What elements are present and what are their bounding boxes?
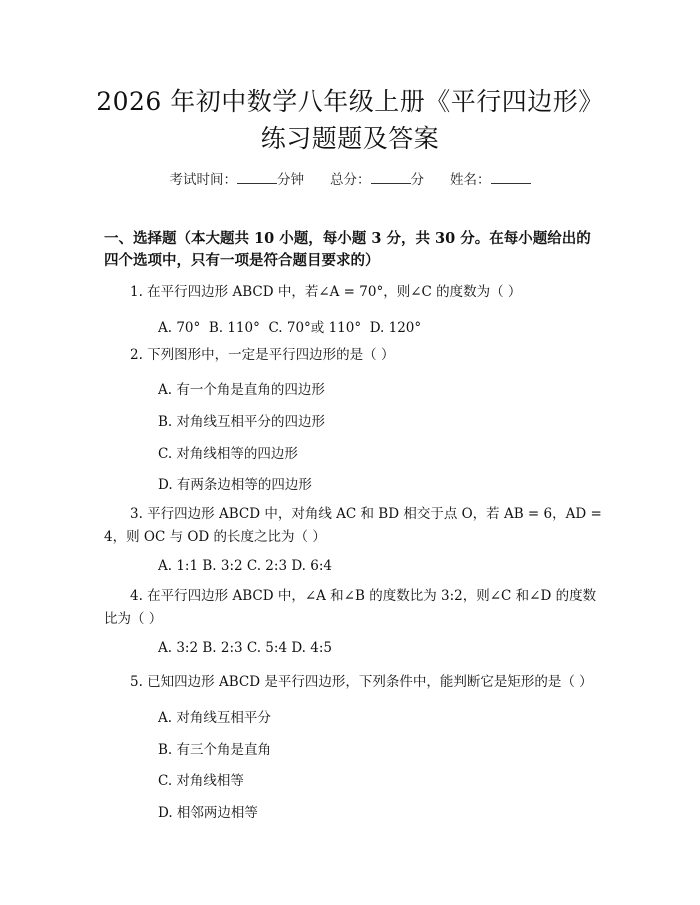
- question-3-options: A. 1:1 B. 3:2 C. 2:3 D. 6:4: [158, 558, 332, 574]
- question-2-option-c: C. 对角线相等的四边形: [158, 446, 298, 462]
- question-2-option-d: D. 有两条边相等的四边形: [158, 477, 312, 493]
- section-heading-choice: 一、选择题（本大题共 10 小题，每小题 3 分，共 30 分。在每小题给出的四个选项中，只有一项是符合题目要求的）: [104, 230, 591, 269]
- score-blank: [371, 171, 411, 184]
- time-blank: [237, 171, 277, 184]
- exam-info-line: [0, 168, 700, 188]
- question-4-stem: 4. 在平行四边形 ABCD 中，∠A 和∠B 的度数比为 3:2，则∠C 和∠D 的度数比为（ ）: [104, 588, 597, 627]
- question-1-stem: 1. 在平行四边形 ABCD 中，若∠A = 70°，则∠C 的度数为（ ）: [130, 284, 522, 300]
- time-label: 考试时间：: [169, 172, 237, 188]
- question-5-stem: 5. 已知四边形 ABCD 是平行四边形，下列条件中，能判断它是矩形的是（ ）: [130, 674, 593, 690]
- question-2-option-a: A. 有一个角是直角的四边形: [158, 382, 325, 398]
- question-5-option-d: D. 相邻两边相等: [158, 805, 258, 821]
- question-5-option-a: A. 对角线互相平分: [158, 710, 271, 726]
- question-2-option-b: B. 对角线互相平分的四边形: [158, 414, 326, 430]
- question-3-stem: 3. 平行四边形 ABCD 中，对角线 AC 和 BD 相交于点 O，若 AB = 6，AD = 4，则 OC 与 OD 的长度之比为（ ）: [104, 506, 602, 545]
- document-title-line1: 2026 年初中数学八年级上册《平行四边形》: [96, 87, 604, 116]
- question-5-option-b: B. 有三个角是直角: [158, 742, 272, 758]
- question-2-stem: 2. 下列图形中，一定是平行四边形的是（ ）: [130, 347, 395, 363]
- question-1-options: A. 70° B. 110° C. 70°或 110° D. 120°: [158, 320, 422, 336]
- document-title-line2: 练习题题及答案: [260, 124, 440, 153]
- name-blank: [491, 171, 531, 184]
- question-5-option-c: C. 对角线相等: [158, 773, 244, 789]
- score-label: 总分：: [330, 172, 371, 188]
- name-label: 姓名：: [450, 172, 491, 188]
- score-unit: 分: [410, 172, 424, 188]
- time-unit: 分钟: [277, 172, 304, 188]
- question-4-options: A. 3:2 B. 2:3 C. 5:4 D. 4:5: [158, 640, 332, 656]
